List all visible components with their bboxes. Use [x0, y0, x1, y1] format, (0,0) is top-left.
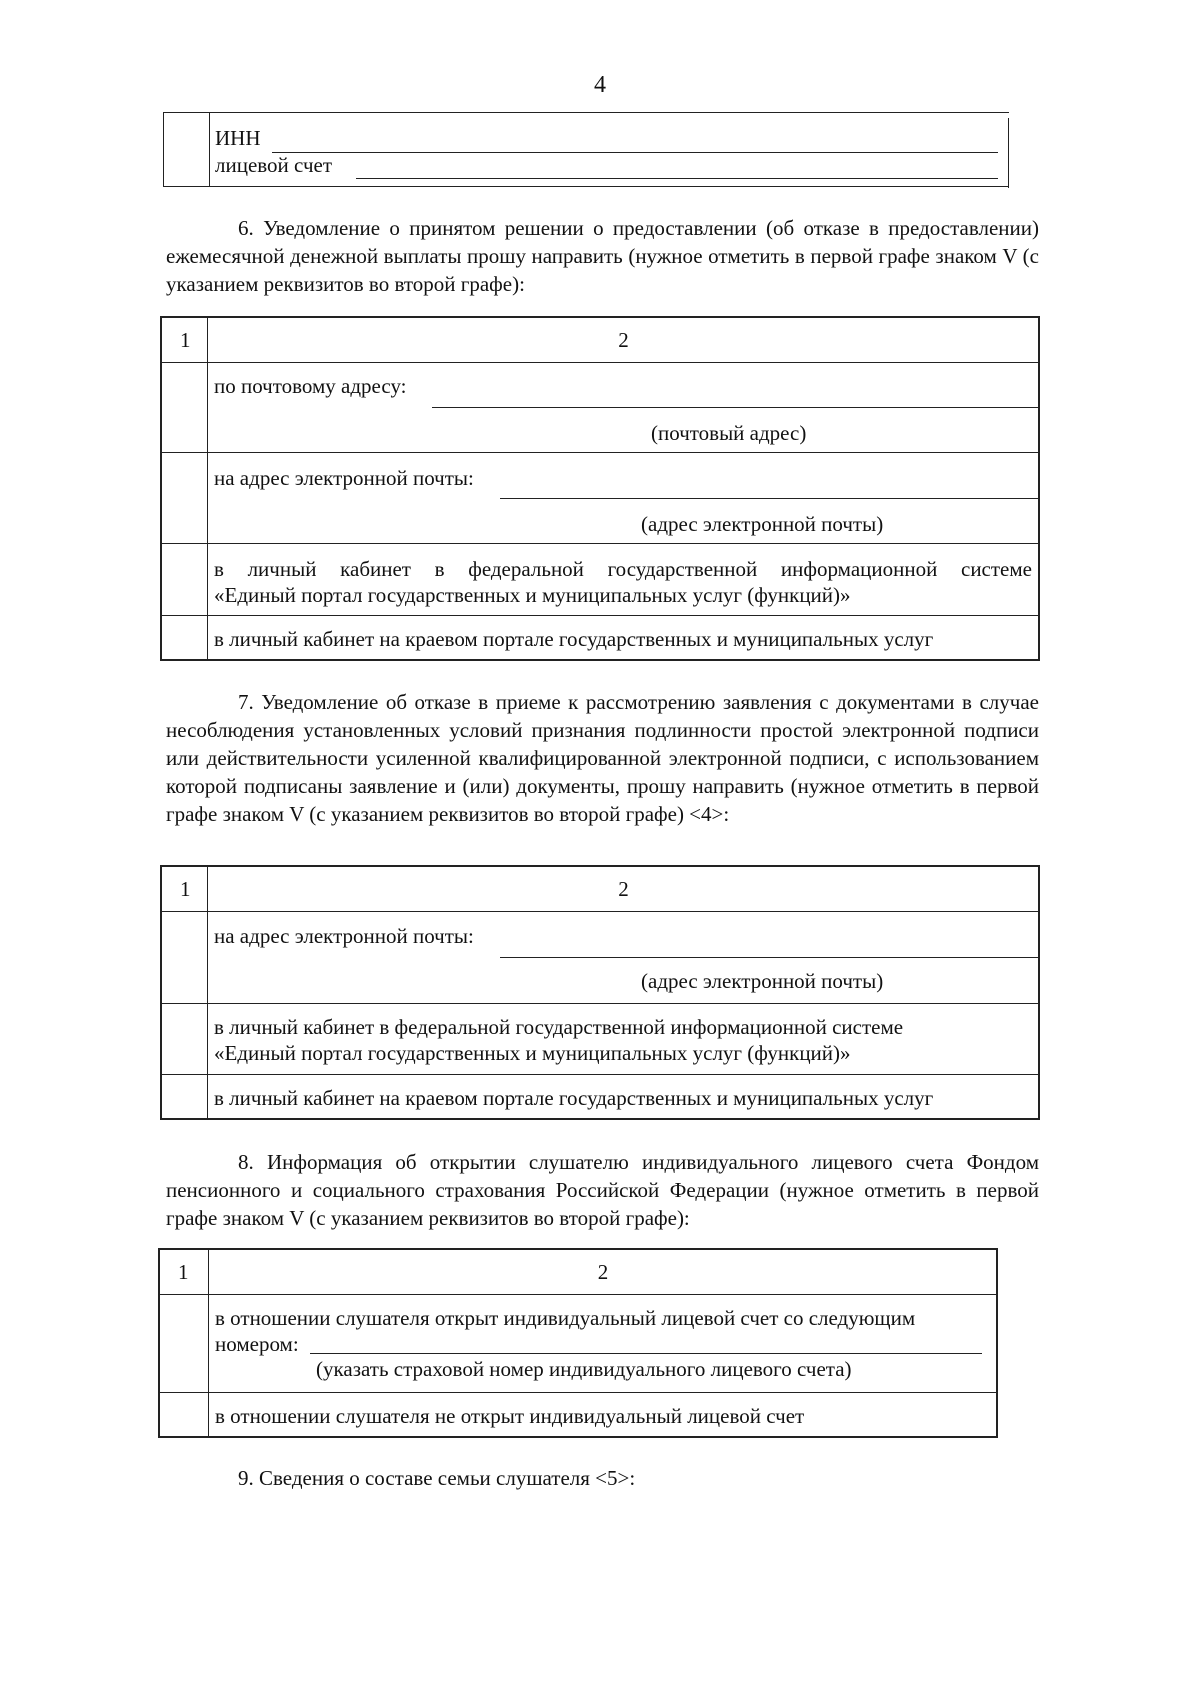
s8-opened-line1: в отношении слушателя открыт индивидуальный лицевой счет со следующим	[215, 1306, 916, 1330]
s8-opened-line2: номером:	[215, 1332, 299, 1356]
s6-regional-label: в личный кабинет на краевом портале государственных и муниципальных услуг	[214, 627, 934, 651]
s7-email-checkbox[interactable]	[162, 913, 206, 1001]
s7-gosuslugi-checkbox[interactable]	[162, 1005, 206, 1072]
s6-col2-header: 2	[618, 328, 629, 352]
s7-col2-header: 2	[618, 877, 629, 901]
section6-paragraph: 6. Уведомление о принятом решении о предоставлении (об отказе в предоставлении) ежемесячной денежной выплаты прошу направить (нужное отметить в первой графе знаком V (с указанием реквизитов во второй графе):	[166, 216, 1039, 296]
s6-postal-label: по почтовому адресу:	[214, 374, 407, 398]
s6-email-caption: (адрес электронной почты)	[641, 512, 884, 536]
s6-gosuslugi-line1: в личный кабинет в федеральной государственной информационной системе	[214, 557, 1032, 581]
section8-paragraph: 8. Информация об открытии слушателю индивидуального лицевого счета Фондом пенсионного и социального страхования Российской Федерации (нужное отметить в первой графе знаком V (с указанием реквизитов во второй графе):	[166, 1150, 1039, 1230]
s6-email-field-line[interactable]	[500, 498, 1038, 499]
s8-number-field-line[interactable]	[310, 1353, 982, 1354]
s6-col1-header: 1	[180, 328, 191, 352]
s8-opened-caption: (указать страховой номер индивидуального лицевого счета)	[316, 1357, 852, 1381]
s6-gosuslugi-checkbox[interactable]	[162, 545, 206, 613]
s7-email-caption: (адрес электронной почты)	[641, 969, 884, 993]
s8-col1-header: 1	[178, 1260, 189, 1284]
section9-heading: 9. Сведения о составе семьи слушателя <5>:	[238, 1466, 636, 1490]
s7-gosuslugi-line1: в личный кабинет в федеральной государственной информационной системе	[214, 1015, 904, 1039]
s8-not-opened-checkbox[interactable]	[160, 1394, 206, 1436]
s6-gosuslugi-line2: «Единый портал государственных и муниципальных услуг (функций)»	[214, 583, 851, 607]
account-label: лицевой счет	[215, 153, 332, 177]
s7-regional-label: в личный кабинет на краевом портале государственных и муниципальных услуг	[214, 1086, 934, 1110]
s8-col2-header: 2	[597, 1260, 609, 1284]
inn-label: ИНН	[215, 126, 261, 150]
inn-field-line[interactable]	[272, 152, 998, 153]
account-field-line[interactable]	[356, 178, 998, 179]
section7-paragraph: 7. Уведомление об отказе в приеме к рассмотрению заявления с документами в случае несоблюдения установленных условий признания подлинности простой электронной подписи или действительности усиленной квалифицированной электронной подписи, с использованием которой подписаны заявление и (или) документы, прошу направить (нужное отметить в первой графе знаком V (с указанием реквизитов во второй графе) <4>:	[166, 690, 1039, 826]
page-number: 4	[594, 72, 606, 98]
s7-email-field-line[interactable]	[500, 957, 1038, 958]
s7-gosuslugi-line2: «Единый портал государственных и муниципальных услуг (функций)»	[214, 1041, 851, 1065]
s7-col1-header: 1	[180, 877, 191, 901]
s6-regional-checkbox[interactable]	[162, 617, 206, 659]
s7-email-label: на адрес электронной почты:	[214, 924, 474, 948]
s6-postal-field-line[interactable]	[432, 407, 1038, 408]
s6-email-checkbox[interactable]	[162, 454, 206, 541]
s7-regional-checkbox[interactable]	[162, 1076, 206, 1118]
s6-email-label: на адрес электронной почты:	[214, 466, 474, 490]
s8-not-opened-label: в отношении слушателя не открыт индивидуальный лицевой счет	[215, 1404, 805, 1428]
s6-postal-caption: (почтовый адрес)	[651, 421, 807, 445]
s8-opened-checkbox[interactable]	[160, 1296, 206, 1390]
s6-postal-checkbox[interactable]	[162, 364, 206, 450]
